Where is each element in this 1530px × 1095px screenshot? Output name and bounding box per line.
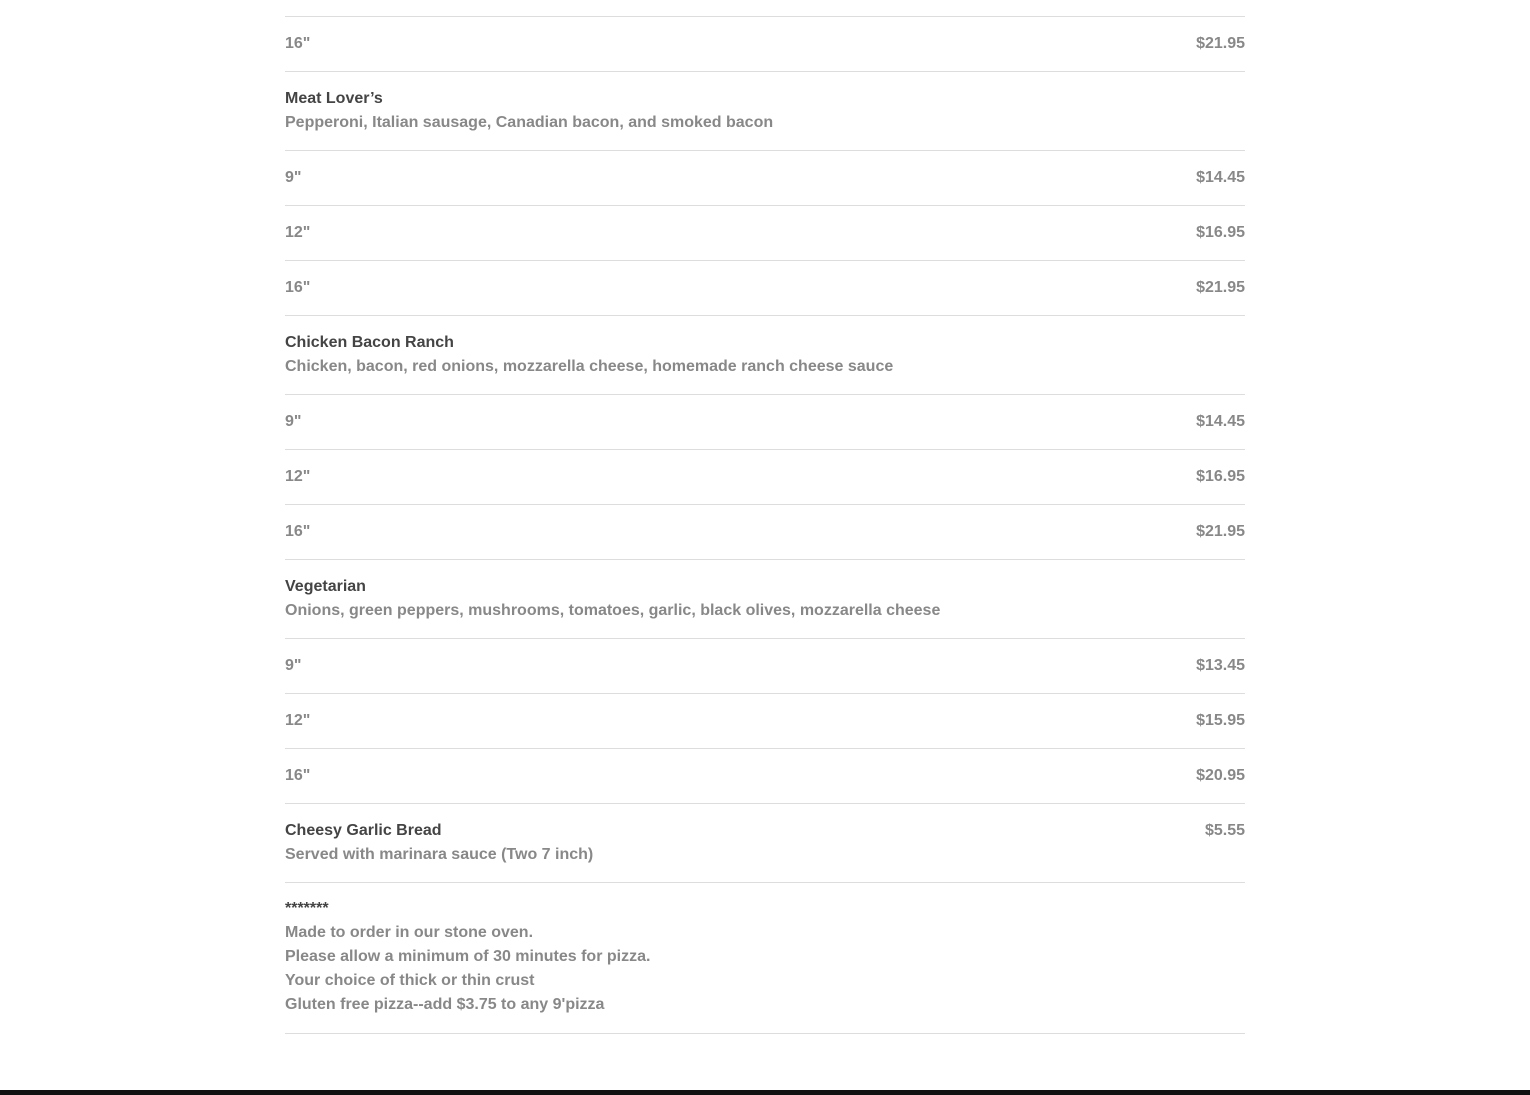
note-line: Gluten free pizza--add $3.75 to any 9'pizza [285,996,605,1013]
price: $14.45 [1196,169,1245,186]
item-name: Vegetarian [285,578,366,595]
price: $21.95 [1196,35,1245,52]
menu-item-cheesy-garlic-bread [285,804,1245,883]
note-line: Made to order in our stone oven. [285,924,534,941]
size-price-row [285,749,1245,804]
size-label: 16" [285,279,311,296]
size-price-row [285,261,1245,316]
size-label: 12" [285,468,311,485]
price: $16.95 [1196,224,1245,241]
size-price-row [285,151,1245,206]
size-label: 16" [285,35,311,52]
item-description: Onions, green peppers, mushrooms, tomatoes, garlic, black olives, mozzarella cheese [285,602,941,619]
size-price-row [285,206,1245,261]
size-label: 12" [285,224,311,241]
size-price-row [285,505,1245,560]
note-line: Please allow a minimum of 30 minutes for pizza. [285,948,651,965]
size-label: 9" [285,413,302,430]
size-label: 16" [285,523,311,540]
item-description: Pepperoni, Italian sausage, Canadian bacon, and smoked bacon [285,114,774,131]
price: $21.95 [1196,523,1245,540]
footer-bar [0,1090,1530,1095]
note-line: Your choice of thick or thin crust [285,972,535,989]
price: $16.95 [1196,468,1245,485]
price: $14.45 [1196,413,1245,430]
pizza-menu [285,16,1245,1034]
size-label: 16" [285,767,311,784]
size-label: 9" [285,169,302,186]
item-name: Cheesy Garlic Bread [285,822,442,839]
menu-item-vegetarian [285,560,1245,639]
size-price-row [285,694,1245,749]
item-description: Chicken, bacon, red onions, mozzarella cheese, homemade ranch cheese sauce [285,358,894,375]
menu-item-chicken-bacon-ranch [285,316,1245,395]
size-price-row [285,17,1245,72]
size-label: 9" [285,657,302,674]
price: $15.95 [1196,712,1245,729]
size-price-row [285,450,1245,505]
menu-notes [285,883,1245,1034]
item-description: Served with marinara sauce (Two 7 inch) [285,846,594,863]
price: $21.95 [1196,279,1245,296]
item-name: Chicken Bacon Ranch [285,334,454,351]
size-price-row [285,639,1245,694]
size-price-row [285,395,1245,450]
price: $20.95 [1196,767,1245,784]
item-name: Meat Lover’s [285,90,383,107]
price: $13.45 [1196,657,1245,674]
size-label: 12" [285,712,311,729]
price: $5.55 [1204,822,1245,839]
menu-item-meat-lovers [285,72,1245,151]
notes-stars: ******* [285,900,329,917]
